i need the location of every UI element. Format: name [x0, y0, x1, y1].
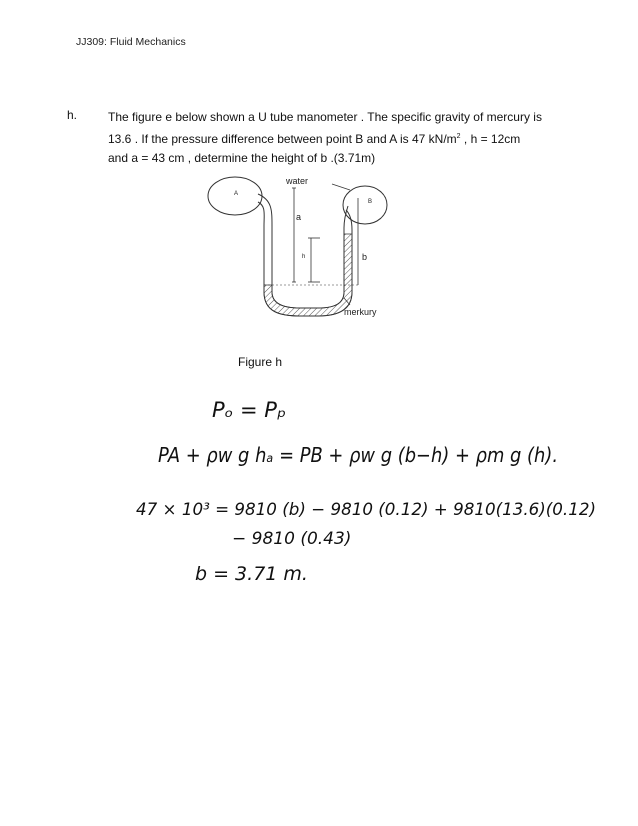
mercury-column — [264, 234, 352, 316]
question-line-2a: 13.6 . If the pressure difference between point B and A is 47 kN/m — [108, 132, 457, 146]
point-a-label: A — [234, 191, 239, 197]
unit-superscript: 2 — [456, 133, 461, 140]
manometer-figure — [200, 170, 410, 330]
solution-line-1: Pₒ = Pₚ — [212, 398, 286, 422]
water-label: water — [286, 176, 309, 186]
question-line-3: and a = 43 cm , determine the height of b .(3.71m) — [108, 151, 376, 165]
manometer-diagram — [200, 170, 410, 330]
question-text — [108, 108, 588, 168]
figure-caption: Figure h — [238, 355, 283, 369]
solution-line-4: − 9810 (0.43) — [232, 529, 352, 549]
h-label: h — [302, 254, 306, 260]
page-header: JJ309: Fluid Mechanics — [76, 36, 186, 48]
question-line-2b: , h = 12cm — [460, 132, 521, 146]
mercury-label: merkury — [344, 307, 377, 317]
b-label: b — [362, 252, 368, 262]
a-label: a — [296, 212, 302, 222]
solution-line-2: PA + ρw g hₐ = PB + ρw g (b−h) + ρm g (h). — [158, 443, 558, 467]
question-line-2 — [108, 132, 520, 146]
question-label: h. — [67, 108, 78, 122]
solution-line-3: 47 × 10³ = 9810 (b) − 9810 (0.12) + 9810(13.6)(0.12) — [136, 500, 596, 520]
handwritten-solution — [0, 380, 638, 600]
question-line-1: The figure e below shown a U tube manometer . The specific gravity of mercury is — [108, 110, 542, 124]
solution-line-5: b = 3.71 m. — [195, 563, 308, 585]
vessel-b — [343, 186, 387, 224]
point-b-label: B — [368, 199, 373, 205]
